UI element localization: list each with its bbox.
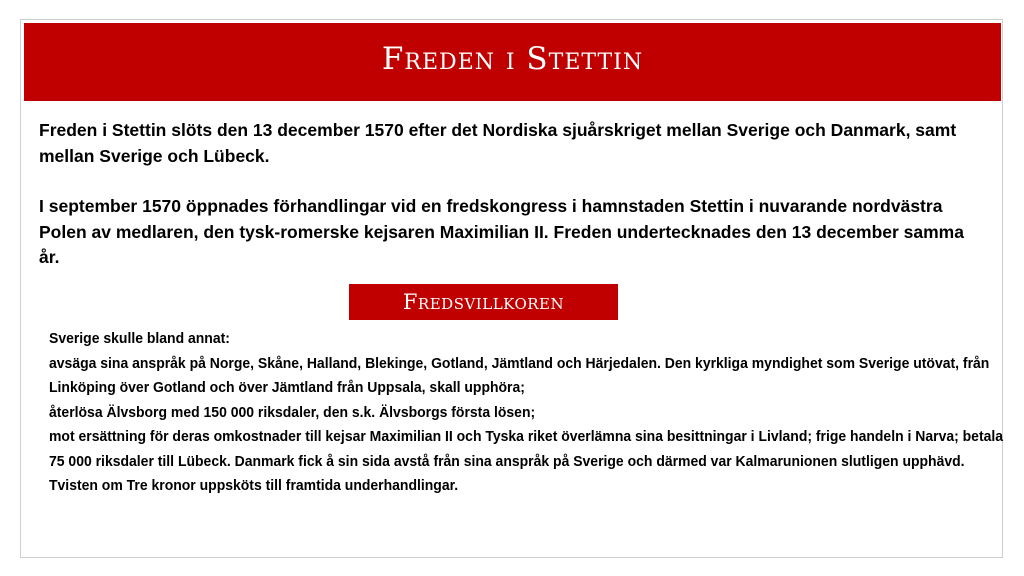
terms-heading: Fredsvillkoren	[402, 290, 565, 314]
terms-line-1: Sverige skulle bland annat:	[49, 330, 230, 347]
terms-line-3: återlösa Älvsborg med 150 000 riksdaler, den s.k. Älvsborgs första lösen;	[49, 403, 536, 421]
title-banner	[24, 23, 1001, 101]
slide	[20, 19, 1003, 558]
slide-title: Freden i Stettin	[381, 41, 644, 77]
intro-text	[39, 118, 979, 271]
terms-line-2: avsäga sina anspråk på Norge, Skåne, Halland, Blekinge, Gotland, Jämtland och Härjedalen. Den kyrkliga myndighet som Sverige utövat, från Linköping över Gotland och över Jämtland från Uppsala, skall upphöra;	[49, 354, 990, 396]
terms-line-4: mot ersättning för deras omkostnader till kejsar Maximilian II och Tyska riket överlämna sina besittningar i Livland; frige handeln i Narva; betala 75 000 riksdaler till Lübeck. Danmark fick å sin sida avstå från sina anspråk på Sverige och därmed var Kalmarunionen slutligen upphävd. Tvisten om Tre kronor uppsköts till framtida underhandlingar.	[49, 428, 1004, 494]
intro-paragraph-2: I september 1570 öppnades förhandlingar vid en fredskongress i hamnstaden Stettin i nuvarande nordvästra Polen av medlaren, den tysk-romerske kejsaren Maximilian II. Freden undertecknades den 13 december samma år.	[39, 196, 964, 267]
terms-text	[49, 327, 1006, 499]
intro-paragraph-1: Freden i Stettin slöts den 13 december 1570 efter det Nordiska sjuårskriget mellan Sverige och Danmark, samt mellan Sverige och Lübeck.	[39, 120, 957, 166]
terms-heading-banner	[349, 284, 618, 320]
